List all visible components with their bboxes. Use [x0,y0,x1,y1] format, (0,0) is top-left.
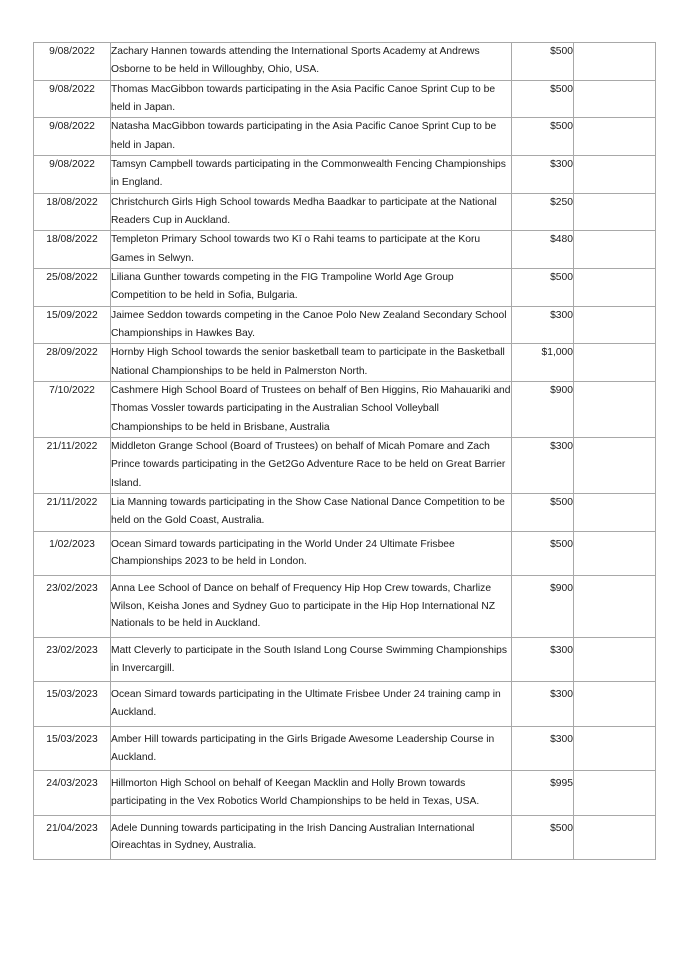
grant-note [574,493,656,531]
grant-date: 28/09/2022 [34,344,111,382]
grant-description: Ocean Simard towards participating in the Ultimate Frisbee Under 24 training camp in Auckland. [111,682,512,726]
grants-table [33,42,656,860]
grant-date: 9/08/2022 [34,43,111,81]
grant-description: Christchurch Girls High School towards Medha Baadkar to participate at the National Readers Cup in Auckland. [111,193,512,231]
table-row [34,231,656,269]
grant-amount: $300 [512,638,574,682]
grant-note [574,80,656,118]
grant-amount: $250 [512,193,574,231]
grant-description: Jaimee Seddon towards competing in the Canoe Polo New Zealand Secondary School Championships in Hawkes Bay. [111,306,512,344]
grant-amount: $300 [512,682,574,726]
grant-amount: $900 [512,381,574,437]
grant-description: Lia Manning towards participating in the Show Case National Dance Competition to be held on the Gold Coast, Australia. [111,493,512,531]
grant-amount: $300 [512,155,574,193]
grant-description: Tamsyn Campbell towards participating in the Commonwealth Fencing Championships in England. [111,155,512,193]
grant-note [574,231,656,269]
table-row [34,815,656,859]
grant-description: Ocean Simard towards participating in the World Under 24 Ultimate Frisbee Championships 2023 to be held in London. [111,531,512,575]
grant-date: 15/03/2023 [34,682,111,726]
grant-note [574,682,656,726]
grant-amount: $995 [512,771,574,815]
grant-date: 15/03/2023 [34,726,111,770]
grants-table-body [34,43,656,860]
grant-description: Liliana Gunther towards competing in the FIG Trampoline World Age Group Competition to be held in Sofia, Bulgaria. [111,268,512,306]
grant-description: Hillmorton High School on behalf of Keegan Macklin and Holly Brown towards participating in the Vex Robotics World Championships to be held in Texas, USA. [111,771,512,815]
grant-description: Matt Cleverly to participate in the South Island Long Course Swimming Championships in Invercargill. [111,638,512,682]
table-row [34,638,656,682]
grant-date: 7/10/2022 [34,381,111,437]
grant-date: 21/11/2022 [34,493,111,531]
grant-description: Anna Lee School of Dance on behalf of Frequency Hip Hop Crew towards, Charlize Wilson, Keisha Jones and Sydney Guo to participate in the Hip Hop International NZ Nationals to be held in Auckland. [111,575,512,637]
table-row [34,80,656,118]
grant-note [574,306,656,344]
grant-note [574,43,656,81]
table-row [34,344,656,382]
grant-note [574,437,656,493]
grant-description: Thomas MacGibbon towards participating in the Asia Pacific Canoe Sprint Cup to be held in Japan. [111,80,512,118]
table-row [34,155,656,193]
grant-note [574,726,656,770]
grant-description: Natasha MacGibbon towards participating in the Asia Pacific Canoe Sprint Cup to be held in Japan. [111,118,512,156]
grant-amount: $500 [512,493,574,531]
table-row [34,726,656,770]
grant-amount: $500 [512,80,574,118]
table-row [34,493,656,531]
grant-description: Adele Dunning towards participating in the Irish Dancing Australian International Oireachtas in Sydney, Australia. [111,815,512,859]
grant-note [574,155,656,193]
grant-date: 21/04/2023 [34,815,111,859]
grant-amount: $1,000 [512,344,574,382]
table-row [34,575,656,637]
grant-date: 21/11/2022 [34,437,111,493]
grant-amount: $300 [512,726,574,770]
grant-amount: $500 [512,815,574,859]
grant-date: 23/02/2023 [34,638,111,682]
table-row [34,531,656,575]
grant-amount: $500 [512,268,574,306]
grant-date: 15/09/2022 [34,306,111,344]
grant-note [574,381,656,437]
grant-note [574,531,656,575]
grant-date: 24/03/2023 [34,771,111,815]
table-row [34,118,656,156]
grant-note [574,575,656,637]
table-row [34,306,656,344]
grant-note [574,638,656,682]
grant-description: Middleton Grange School (Board of Trustees) on behalf of Micah Pomare and Zach Prince towards participating in the Get2Go Adventure Race to be held on Great Barrier Island. [111,437,512,493]
grant-amount: $500 [512,531,574,575]
grant-date: 23/02/2023 [34,575,111,637]
table-row [34,193,656,231]
grant-description: Templeton Primary School towards two Kī o Rahi teams to participate at the Koru Games in Selwyn. [111,231,512,269]
grant-note [574,344,656,382]
grant-note [574,771,656,815]
table-row [34,437,656,493]
grant-description: Zachary Hannen towards attending the International Sports Academy at Andrews Osborne to be held in Willoughby, Ohio, USA. [111,43,512,81]
grant-note [574,118,656,156]
table-row [34,43,656,81]
grant-note [574,193,656,231]
grant-amount: $900 [512,575,574,637]
grant-amount: $500 [512,43,574,81]
grant-amount: $480 [512,231,574,269]
grant-date: 25/08/2022 [34,268,111,306]
grant-description: Amber Hill towards participating in the Girls Brigade Awesome Leadership Course in Auckland. [111,726,512,770]
grant-amount: $500 [512,118,574,156]
grant-date: 9/08/2022 [34,155,111,193]
grant-date: 9/08/2022 [34,80,111,118]
grant-description: Hornby High School towards the senior basketball team to participate in the Basketball National Championships to be held in Palmerston North. [111,344,512,382]
table-row [34,682,656,726]
table-row [34,268,656,306]
grant-description: Cashmere High School Board of Trustees on behalf of Ben Higgins, Rio Mahauariki and Thomas Vossler towards participating in the Australian School Volleyball Championships to be held in Brisbane, Australia [111,381,512,437]
grant-date: 18/08/2022 [34,193,111,231]
grant-amount: $300 [512,437,574,493]
grant-date: 18/08/2022 [34,231,111,269]
table-row [34,381,656,437]
table-row [34,771,656,815]
grant-date: 1/02/2023 [34,531,111,575]
grant-note [574,268,656,306]
grant-amount: $300 [512,306,574,344]
grant-note [574,815,656,859]
grant-date: 9/08/2022 [34,118,111,156]
